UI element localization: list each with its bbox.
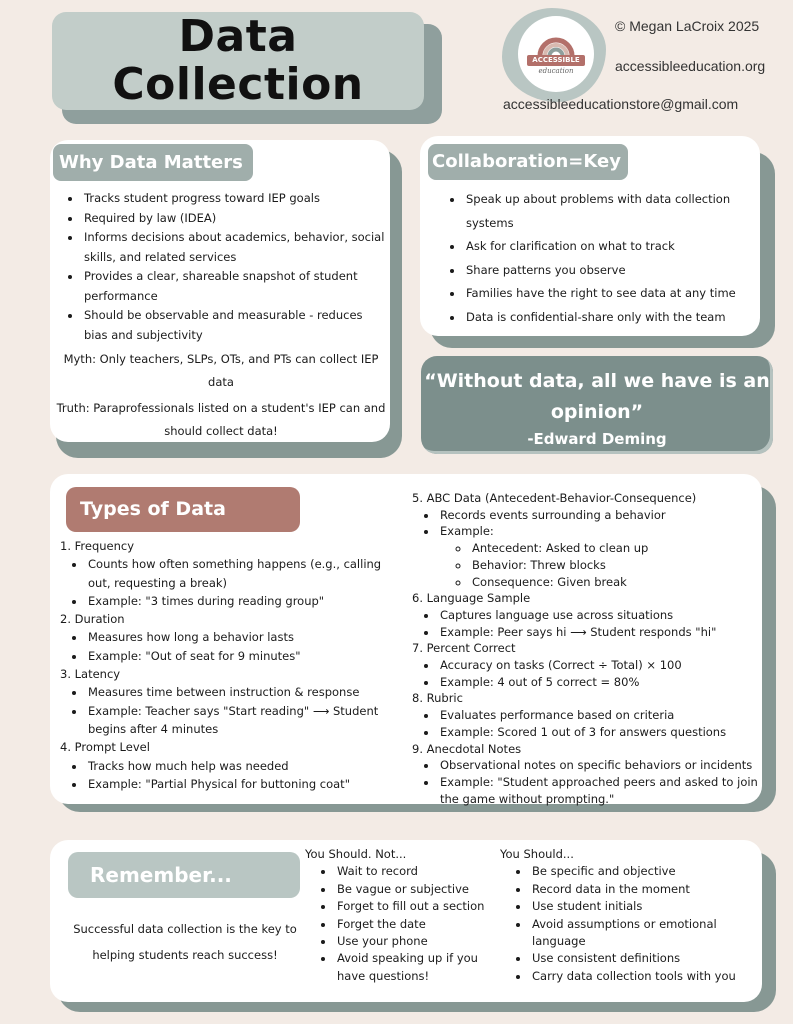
- list-item-label: Example:: [440, 524, 494, 539]
- should-not-title: You Should. Not...: [305, 847, 407, 861]
- types-heading: Types of Data: [66, 487, 300, 532]
- why-list: [56, 189, 386, 345]
- type-title: 8. Rubric: [412, 691, 463, 706]
- type-title: 4. Prompt Level: [60, 740, 150, 755]
- list-item: • Wait to record: [335, 863, 505, 880]
- list-item: • Use consistent definitions: [530, 950, 760, 967]
- list-item: • Avoid speaking up if you have questions!: [335, 950, 505, 985]
- list-item: • Use your phone: [335, 933, 505, 950]
- collab-content: [438, 188, 758, 329]
- title-line-2: Collection: [112, 59, 364, 110]
- type-title: 6. Language Sample: [412, 591, 531, 606]
- list-item: • Observational notes on specific behaviors or incidents: [438, 757, 762, 774]
- list-item: • Required by law (IDEA): [82, 209, 386, 229]
- type-title: 3. Latency: [60, 667, 121, 682]
- remember-heading: Remember...: [68, 852, 300, 898]
- list-item: • Avoid assumptions or emotional language: [530, 916, 760, 951]
- website-link[interactable]: accessibleeducation.org: [615, 58, 766, 74]
- should-not-list: [305, 863, 505, 985]
- list-item: • Provides a clear, shareable snapshot of student performance: [82, 267, 386, 306]
- list-item: [438, 523, 762, 590]
- page-title: [52, 12, 424, 110]
- list-item: • Share patterns you observe: [464, 259, 758, 283]
- list-item: • Example: "Partial Physical for buttoning coat": [86, 775, 395, 793]
- types-left-column: [60, 537, 395, 793]
- list-item: • Informs decisions about academics, behavior, social skills, and related services: [82, 228, 386, 267]
- collab-heading: Collaboration=Key: [428, 144, 628, 180]
- title-line-1: Data: [178, 11, 298, 62]
- type-list: [412, 757, 762, 807]
- type-list: [60, 628, 395, 665]
- list-item: • Data is confidential-share only with the team: [464, 306, 758, 330]
- logo-text: ACCESSIBLE: [527, 55, 585, 66]
- why-content: [56, 189, 386, 443]
- type-list: [60, 757, 395, 794]
- type-list: [412, 707, 762, 740]
- type-title: 2. Duration: [60, 612, 125, 627]
- type-list: [60, 683, 395, 738]
- type-list: [60, 555, 395, 610]
- list-item: • Ask for clarification on what to track: [464, 235, 758, 259]
- email-link[interactable]: accessibleeducationstore@gmail.com: [503, 96, 739, 112]
- copyright: © Megan LaCroix 2025: [615, 18, 760, 34]
- logo: [518, 16, 594, 92]
- sub-list-item: ◦ Antecedent: Asked to clean up: [470, 540, 762, 557]
- should-not-column: [305, 846, 505, 985]
- list-item: • Record data in the moment: [530, 881, 760, 898]
- list-item: • Use student initials: [530, 898, 760, 915]
- truth-text: Truth: Paraprofessionals listed on a student's IEP can and should collect data!: [56, 401, 386, 438]
- list-item: • Example: "3 times during reading group": [86, 592, 395, 610]
- type-list: [412, 507, 762, 591]
- list-item: • Be vague or subjective: [335, 881, 505, 898]
- rainbow-icon: [518, 16, 594, 92]
- should-list: [500, 863, 760, 985]
- list-item: • Speak up about problems with data collection systems: [464, 188, 758, 235]
- list-item: • Accuracy on tasks (Correct ÷ Total) × 100: [438, 657, 762, 674]
- type-list: [412, 657, 762, 690]
- quote-author: -Edward Deming: [527, 430, 667, 448]
- should-column: [500, 846, 760, 985]
- list-item: • Measures time between instruction & response: [86, 683, 395, 701]
- list-item: • Families have the right to see data at any time: [464, 282, 758, 306]
- list-item: • Captures language use across situations: [438, 607, 762, 624]
- logo-subtext: education: [538, 67, 574, 75]
- types-right-column: [412, 490, 762, 807]
- type-title: 1. Frequency: [60, 539, 135, 553]
- remember-text: Successful data collection is the key to helping students reach success!: [73, 922, 297, 962]
- why-heading: Why Data Matters: [53, 144, 253, 181]
- list-item: • Forget to fill out a section: [335, 898, 505, 915]
- should-title: You Should...: [500, 847, 574, 861]
- list-item: • Tracks how much help was needed: [86, 757, 395, 775]
- list-item: • Tracks student progress toward IEP goals: [82, 189, 386, 209]
- list-item: • Measures how long a behavior lasts: [86, 628, 395, 646]
- type-list: [412, 607, 762, 640]
- sub-list: [440, 540, 762, 590]
- type-title: 7. Percent Correct: [412, 641, 516, 656]
- list-item: • Example: Scored 1 out of 3 for answers questions: [438, 724, 762, 741]
- sub-list-item: ◦ Behavior: Threw blocks: [470, 557, 762, 574]
- quote-text: “Without data, all we have is an opinion”: [424, 370, 770, 423]
- list-item: • Carry data collection tools with you: [530, 968, 760, 985]
- list-item: • Should be observable and measurable - reduces bias and subjectivity: [82, 306, 386, 345]
- list-item: • Forget the date: [335, 916, 505, 933]
- myth-text: Myth: Only teachers, SLPs, OTs, and PTs can collect IEP data: [63, 352, 379, 389]
- list-item: • Be specific and objective: [530, 863, 760, 880]
- list-item: • Records events surrounding a behavior: [438, 507, 762, 524]
- list-item: • Counts how often something happens (e.g., calling out, requesting a break): [86, 555, 395, 592]
- list-item: • Evaluates performance based on criteria: [438, 707, 762, 724]
- type-title: 5. ABC Data (Antecedent-Behavior-Consequence): [412, 491, 697, 505]
- list-item: • Example: "Out of seat for 9 minutes": [86, 647, 395, 665]
- sub-list-item: ◦ Consequence: Given break: [470, 574, 762, 591]
- list-item: • Example: Teacher says "Start reading" ⟶ Student begins after 4 minutes: [86, 702, 395, 739]
- collab-list: [438, 188, 758, 329]
- list-item: • Example: "Student approached peers and asked to join the game without prompting.": [438, 774, 762, 807]
- type-title: 9. Anecdotal Notes: [412, 741, 522, 756]
- list-item: • Example: 4 out of 5 correct = 80%: [438, 674, 762, 691]
- list-item: • Example: Peer says hi ⟶ Student responds "hi": [438, 624, 762, 641]
